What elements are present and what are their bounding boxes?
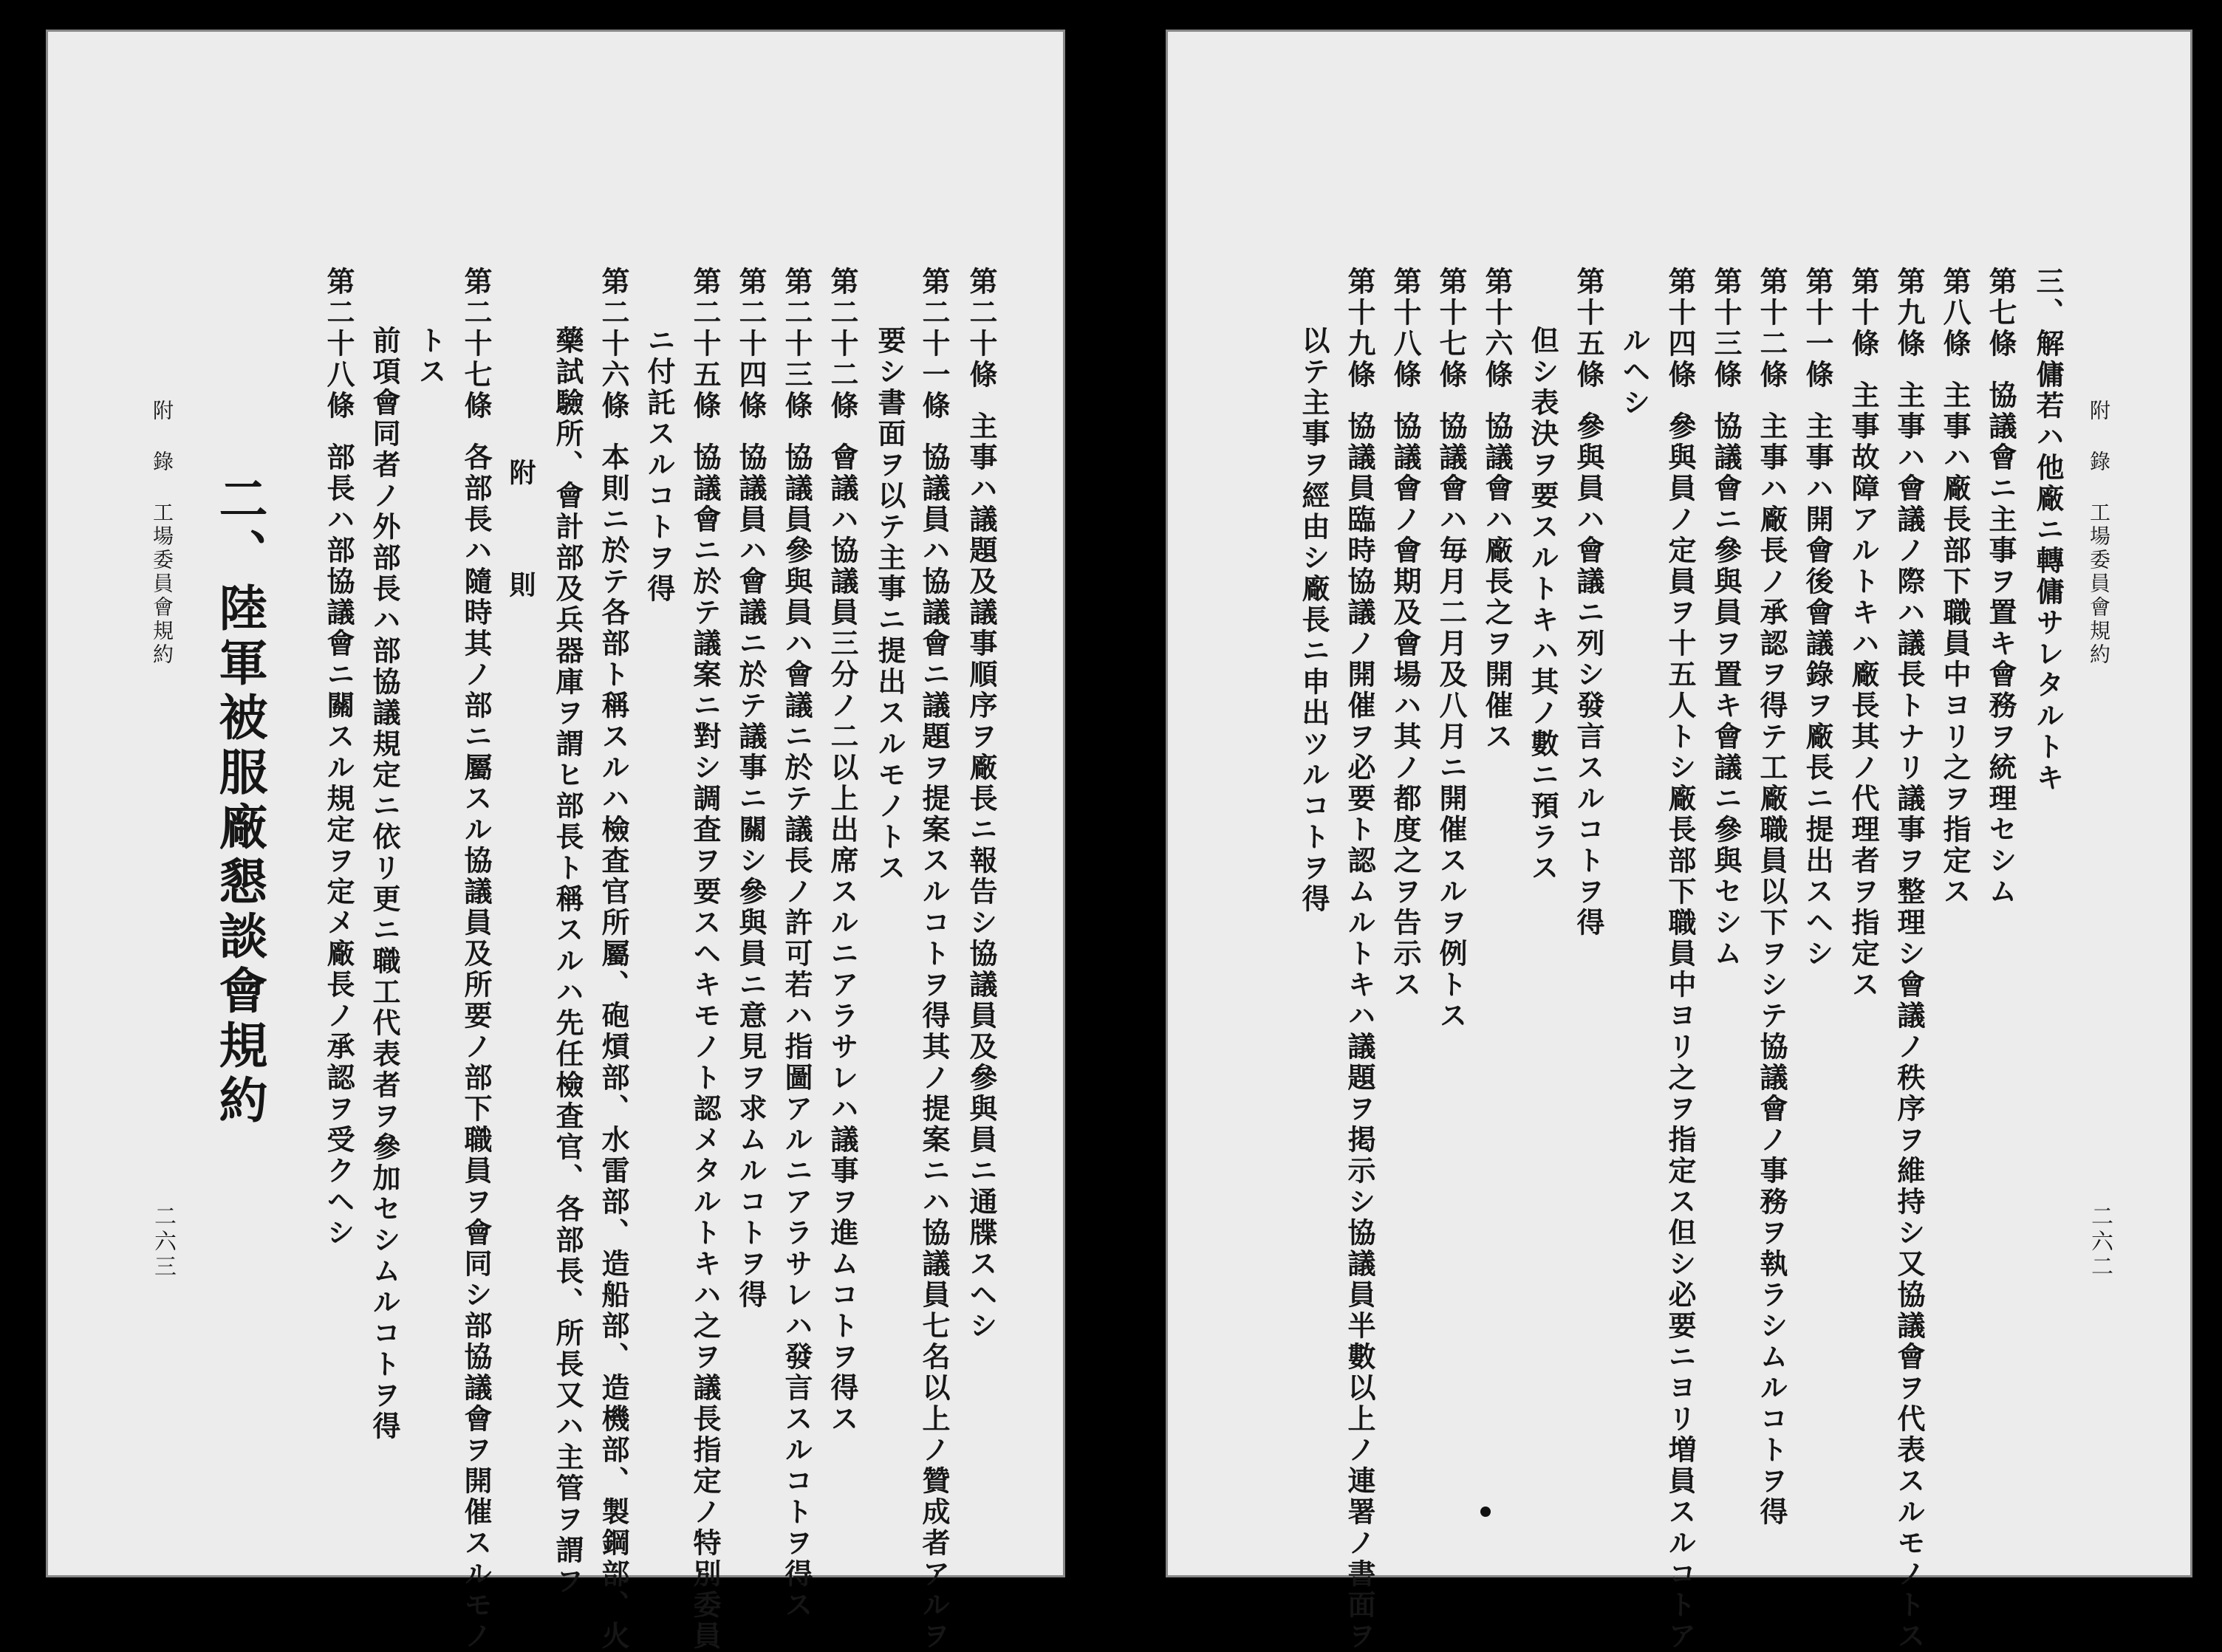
- right-line-2: 第七條協議會ニ主事ヲ置キ會務ヲ統理セシム: [1984, 267, 2017, 908]
- right-line-7: 第十二條主事ハ廠長ノ承認ヲ得テ工廠職員以下ヲシテ協議會ノ事務ヲ執ラシムルコトヲ得: [1755, 267, 1788, 1528]
- right-page-number: 二六二: [2087, 1204, 2113, 1280]
- right-line-17: 以テ主事ヲ經由シ廠長ニ申出ツルコトヲ得: [1297, 326, 1330, 915]
- left-line-12: 第二十七條各部長ハ隨時其ノ部ニ屬スル協議員及所要ノ部下職員ヲ會同シ部協議會ヲ開催スルモノ: [459, 267, 493, 1652]
- right-line-10: ルヘシ: [1618, 326, 1651, 419]
- left-line-10: 藥試驗所、會計部及兵器庫ヲ謂ヒ部長ト稱スルハ先任檢査官、各部長、所長又ハ主管ヲ謂フ: [551, 326, 584, 1597]
- left-line-9: 第二十六條本則ニ於テ各部ト稱スルハ檢査官所屬、砲熕部、水雷部、造船部、造機部、製鋼部、火: [597, 267, 630, 1652]
- right-page: [1166, 30, 2192, 1652]
- section-title: 二、陸軍被服廠懇談會規約: [211, 473, 268, 1129]
- right-line-8: 第十三條協議會ニ參與員ヲ置キ會議ニ參與セシム: [1709, 267, 1743, 970]
- right-line-14: 第十七條協議會ハ毎月二月及八月ニ開催スルヲ例トス: [1435, 267, 1468, 1032]
- left-line-6: 第二十四條協議員ハ會議ニ於テ議事ニ關シ參與員ニ意見ヲ求ムルコトヲ得: [734, 267, 768, 1311]
- right-line-12: 但シ表決ヲ要スルトキハ其ノ數ニ預ラス: [1526, 326, 1559, 884]
- right-line-3: 第八條主事ハ廠長部下職員中ヨリ之ヲ指定ス: [1938, 267, 1972, 908]
- right-line-9: 第十四條參與員ノ定員ヲ十五人トシ廠長部下職員中ヨリ之ヲ指定ス但シ必要ニヨリ増員スルコトア: [1664, 267, 1697, 1652]
- right-line-4: 第九條主事ハ會議ノ際ハ議長トナリ議事ヲ整理シ會議ノ秩序ヲ維持シ又協議會ヲ代表スルモノトス: [1893, 267, 1926, 1652]
- left-line-13: トス: [414, 326, 447, 388]
- appendix-heading: 附 則: [505, 459, 536, 627]
- left-line-3: 要シ書面ヲ以テ主事ニ提出スルモノトス: [873, 326, 906, 884]
- left-line-15: 第二十八條部長ハ部協議會ニ關スル規定ヲ定メ廠長ノ承認ヲ受クヘシ: [322, 267, 355, 1249]
- ink-spot: [1480, 1507, 1491, 1517]
- right-line-15: 第十八條協議會ノ會期及會場ハ其ノ都度之ヲ告示ス: [1389, 267, 1422, 1001]
- left-page: [46, 30, 1065, 1652]
- right-line-11: 第十五條參與員ハ會議ニ列シ發言スルコトヲ得: [1572, 267, 1605, 939]
- right-line-16: 第十九條協議員臨時協議ノ開催ヲ必要ト認ムルトキハ議題ヲ掲示シ協議員半數以上ノ連署ノ書面ヲ: [1343, 267, 1376, 1652]
- left-line-8: ニ付託スルコトヲ得: [643, 326, 676, 605]
- right-line-13: 第十六條協議會ハ廠長之ヲ開催ス: [1480, 267, 1514, 753]
- right-line-6: 第十一條主事ハ開會後會議錄ヲ廠長ニ提出スヘシ: [1801, 267, 1834, 970]
- left-line-14: 前項會同者ノ外部長ハ部協議規定ニ依リ更ニ職工代表者ヲ參加セシムルコトヲ得: [368, 326, 401, 1442]
- left-line-5: 第二十三條協議員參與員ハ會議ニ於テ議長ノ許可若ハ指圖アルニアラサレハ發言スルコトヲ得ス: [780, 267, 813, 1621]
- left-line-2: 第二十一條協議員ハ協議會ニ議題ヲ提案スルコトヲ得其ノ提案ニハ協議員七名以上ノ贊成者アルヲ: [917, 267, 951, 1652]
- right-line-1: 三、解傭若ハ他廠ニ轉傭サレタルトキ: [2031, 267, 2065, 794]
- right-line-5: 第十條主事故障アルトキハ廠長其ノ代理者ヲ指定ス: [1847, 267, 1880, 1001]
- left-running-header: 附 錄 工場委員會規約: [150, 400, 174, 667]
- right-running-header: 附 錄 工場委員會規約: [2087, 400, 2111, 667]
- left-line-7: 第二十五條協議會ニ於テ議案ニ對シ調査ヲ要スヘキモノト認メタルトキハ之ヲ議長指定ノ特別委員: [688, 267, 722, 1652]
- left-line-4: 第二十二條會議ハ協議員三分ノ二以上出席スルニアラサレハ議事ヲ進ムコトヲ得ス: [826, 267, 859, 1435]
- left-line-1: 第二十條主事ハ議題及議事順序ヲ廠長ニ報告シ協議員及參與員ニ通牒スヘシ: [965, 267, 998, 1342]
- left-page-number: 二六三: [150, 1204, 176, 1280]
